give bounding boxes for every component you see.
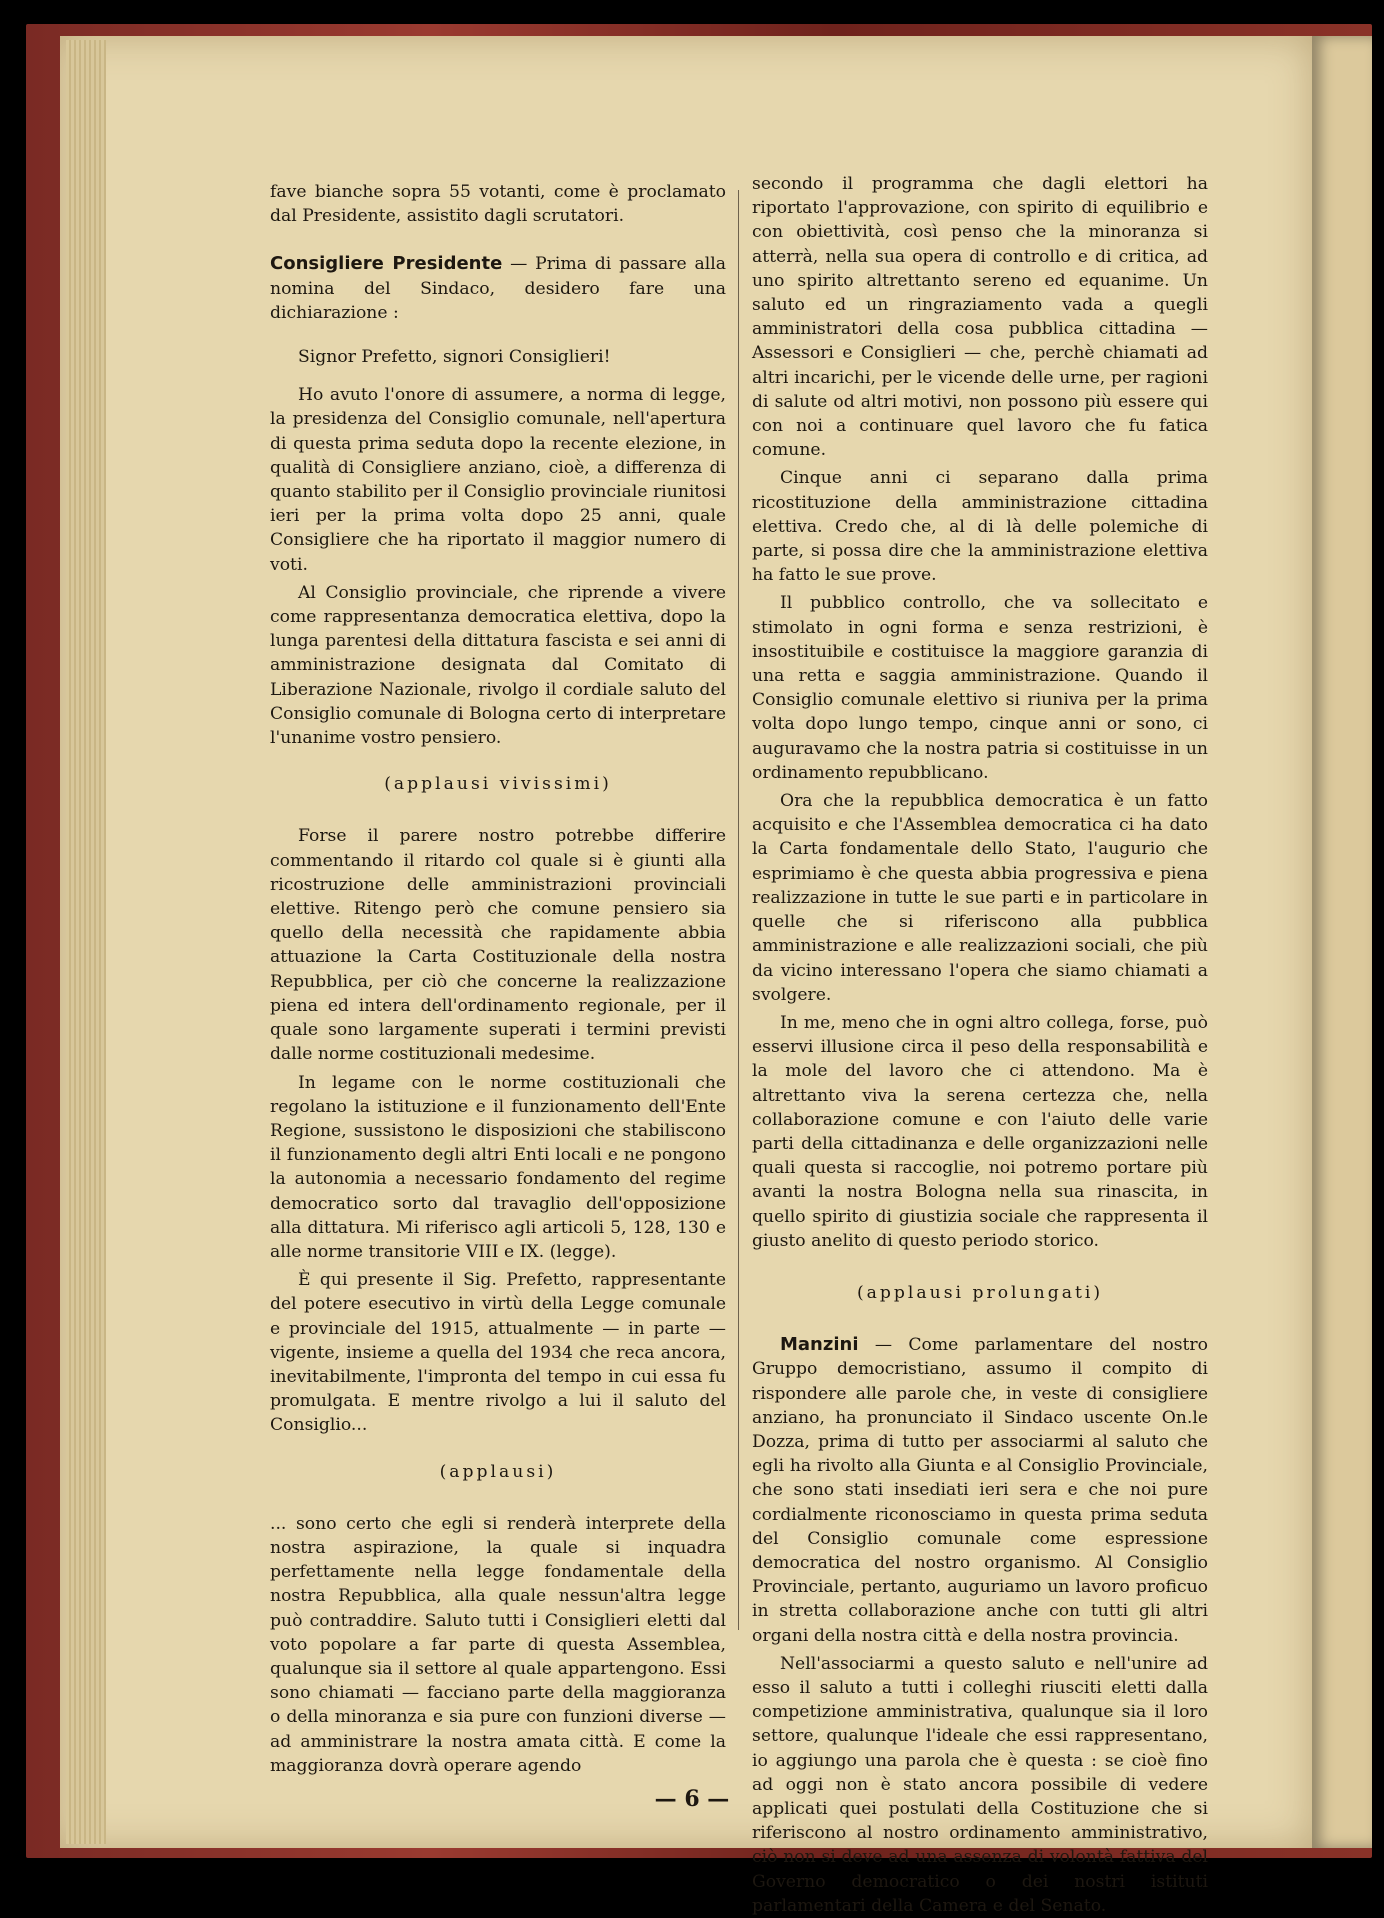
paragraph: Ora che la repubblica democratica è un fatto acquisito e che l'Assemblea democratica ci ha dato la Carta fondamentale dello Stato, l'augurio che esprimiamo è che questa abbia progressiva e piena realizzazione in tutte le sue parti e in particolare in quelle che si riferiscono alla pubblica amministrazione e alle realizzazioni sociali, che più da vicino interessano l'opera che siamo chiamati a svolgere. bbox=[752, 791, 1208, 1005]
paragraph: Al Consiglio provinciale, che riprende a vivere come rappresentanza democratica elettiva, dopo la lunga parentesi della dittatura fascista e sei anni di amministrazione designata dal Comitato di Liberazione Nazionale, rivolgo il cordiale saluto del Consiglio comunale di Bologna certo di interpretare l'unanime vostro pensiero. bbox=[270, 582, 726, 749]
paragraph: Nell'associarmi a questo saluto e nell'unire ad esso il saluto a tutti i colleghi riusciti eletti dalla competizione amministrativa, qualunque sia il loro settore, qualunque l'ideale che essi rappresentano, io aggiungo una parola che è questa : se cioè fino ad oggi non è stato ancora possibile di vedere applicati quei postulati della Costituzione che si riferiscono al nostro ordinamento amministrativo, ciò non si deve ad una assenza di volontà fattiva del Governo democratico o dei nostri istituti parlamentari della Camera e del Senato. bbox=[752, 1653, 1208, 1916]
paragraph bbox=[270, 252, 726, 325]
paragraph: È qui presente il Sig. Prefetto, rappresentante del potere esecutivo in virtù della Legge comunale e provinciale del 1915, attualmente — in parte — vigente, insieme a quella del 1934 che reca ancora, inevitabilmente, l'impronta del tempo in cui essa fu promulgata. E mentre rivolgo a lui il saluto del Consiglio... bbox=[270, 1270, 726, 1436]
paragraph: Il pubblico controllo, che va sollecitato e stimolato in ogni forma e senza restrizioni, è insostituibile e costituisce la maggiore garanzia di una retta e saggia amministrazione. Quando il Consiglio comunale elettivo si riuniva per la prima volta dopo lungo tempo, cinque anni or sono, ci auguravamo che la nostra patria si costituisse in un ordinamento repubblicano. bbox=[752, 593, 1208, 783]
speaker-name: Manzini bbox=[780, 1334, 859, 1356]
applause-note: (applausi prolungati) bbox=[856, 1282, 1104, 1303]
column-divider bbox=[738, 190, 739, 1630]
page-stack-edge bbox=[66, 40, 106, 1844]
paragraph: In me, meno che in ogni altro collega, forse, può esservi illusione circa il peso della responsabilità e la mole del lavoro che ci attendono. Ma è altrettanto viva la serena certezza che, nella collaborazione comune e con l'aiuto delle varie parti della cittadinanza e delle organizzazioni nelle quali questa si raccoglie, noi potremo portare più avanti la nostra Bologna nella sua rinascita, in quello spirito di giustizia sociale che rappresenta il giusto anelito di questo periodo storico. bbox=[752, 1012, 1208, 1251]
applause-note: (applausi vivissimi) bbox=[384, 774, 612, 795]
salutation: Signor Prefetto, signori Consiglieri! bbox=[298, 347, 611, 368]
paragraph: ... sono certo che egli si renderà interprete della nostra aspirazione, la quale si inquadra perfettamente nella legge fondamentale della nostra Repubblica, alla quale nessun'altra legge può contraddire. Saluto tutti i Consiglieri eletti dal voto popolare a far parte di questa Assemblea, qualunque sia il settore al quale appartengono. Essi sono chiamati — facciano parte della maggioranza o della minoranza e sia pure con funzioni diverse — ad amministrare la nostra amata città. E come la maggioranza dovrà operare agendo bbox=[270, 1513, 726, 1776]
speaker-text: — Come parlamentare del nostro Gruppo democristiano, assumo il compito di rispondere alle parole che, in veste di consigliere anziano, ha pronunciato il Sindaco uscente On.le Dozza, prima di tutto per associarmi al saluto che egli ha rivolto alla Giunta e al Consiglio Provinciale, che sono stati insediati ieri sera e che noi pure cordialmente riconosciamo in questa prima seduta del Consiglio comunale come espressione democratica del nostro organismo. Al Consiglio Provinciale, pertanto, auguriamo un lavoro proficuo in stretta collaborazione anche con tutti gli altri organi della nostra città e della nostra provincia. bbox=[752, 1335, 1209, 1646]
paragraph: secondo il programma che dagli elettori ha riportato l'approvazione, con spirito di equilibrio e con obiettività, così penso che la minoranza si atterrà, nella sua opera di controllo e di critica, ad uno spirito altrettanto sereno ed equanime. Un saluto ed un ringraziamento vada a quegli amministratori della cosa pubblica cittadina — Assessori e Consiglieri — che, perchè chiamati ad altri incarichi, per le vicende delle urne, per ragioni di salute od altri motivi, non possono più essere qui con noi a continuare quel lavoro che fu fatica comune. bbox=[752, 174, 1208, 461]
speaker-name: Consigliere Presidente bbox=[270, 253, 503, 275]
page-number: — 6 — bbox=[654, 1786, 730, 1812]
paragraph: Ho avuto l'onore di assumere, a norma di legge, la presidenza del Consiglio comunale, nell'apertura di questa prima seduta dopo la recente elezione, in qualità di Consigliere anziano, cioè, a differenza di quanto stabilito per il Consiglio provinciale riunitosi ieri per la prima volta dopo 25 anni, quale Consigliere che ha riportato il maggior numero di voti. bbox=[270, 385, 726, 575]
left-column bbox=[270, 180, 726, 1778]
paragraph: Cinque anni ci separano dalla prima ricostituzione della amministrazione cittadina elettiva. Credo che, al di là delle polemiche di parte, si possa dire che la amministrazione elettiva ha fatto le sue prove. bbox=[752, 468, 1208, 586]
speaker-text: — Prima di passare alla nomina del Sindaco, desidero fare una dichiarazione : bbox=[270, 254, 726, 323]
paragraph: Forse il parere nostro potrebbe differire commentando il ritardo col quale si è giunti alla ricostruzione delle amministrazioni provinciali elettive. Ritengo però che comune pensiero sia quello della necessità che rapidamente abbia attuazione la Carta Costituzionale della nostra Repubblica, per ciò che concerne la realizzazione piena ed intera dell'ordinamento regionale, per il quale sono largamente superati i termini previsti dalle norme costituzionali medesime. bbox=[270, 826, 726, 1065]
facing-page-edge bbox=[1312, 36, 1372, 1848]
right-column bbox=[752, 172, 1208, 1918]
paragraph: fave bianche sopra 55 votanti, come è proclamato dal Presidente, assistito dagli scrutatori. bbox=[270, 182, 726, 227]
paragraph bbox=[752, 1333, 1208, 1648]
applause-note: (applausi) bbox=[439, 1461, 557, 1482]
paragraph: In legame con le norme costituzionali che regolano la istituzione e il funzionamento dell'Ente Regione, sussistono le disposizioni che stabiliscono il funzionamento degli altri Enti locali e ne pongono la autonomia a necessario fondamento del regime democratico sorto dal travaglio dell'opposizione alla dittatura. Mi riferisco agli articoli 5, 128, 130 e alle norme transitorie VIII e IX. (legge). bbox=[270, 1072, 726, 1262]
